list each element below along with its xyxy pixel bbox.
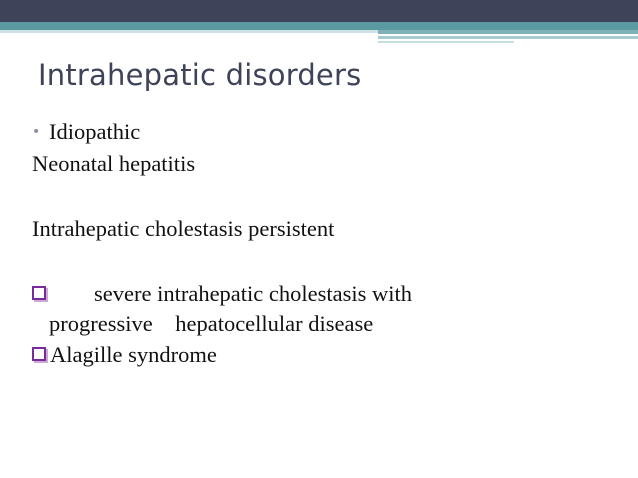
list-item: Idiopathic	[49, 119, 141, 144]
checkbox-square-icon	[32, 347, 46, 361]
checkbox-square-icon	[32, 286, 46, 300]
slide-title: Intrahepatic disorders	[38, 58, 362, 92]
list-item: Alagille syndrome	[50, 342, 217, 367]
list-item: severe intrahepatic cholestasis with	[94, 281, 413, 306]
list-item-continuation: progressive hepatocellular disease	[49, 311, 374, 336]
list-item: Neonatal hepatitis	[32, 151, 196, 176]
round-bullet-icon: •	[32, 124, 41, 140]
list-item: Intrahepatic cholestasis persistent	[32, 216, 335, 241]
